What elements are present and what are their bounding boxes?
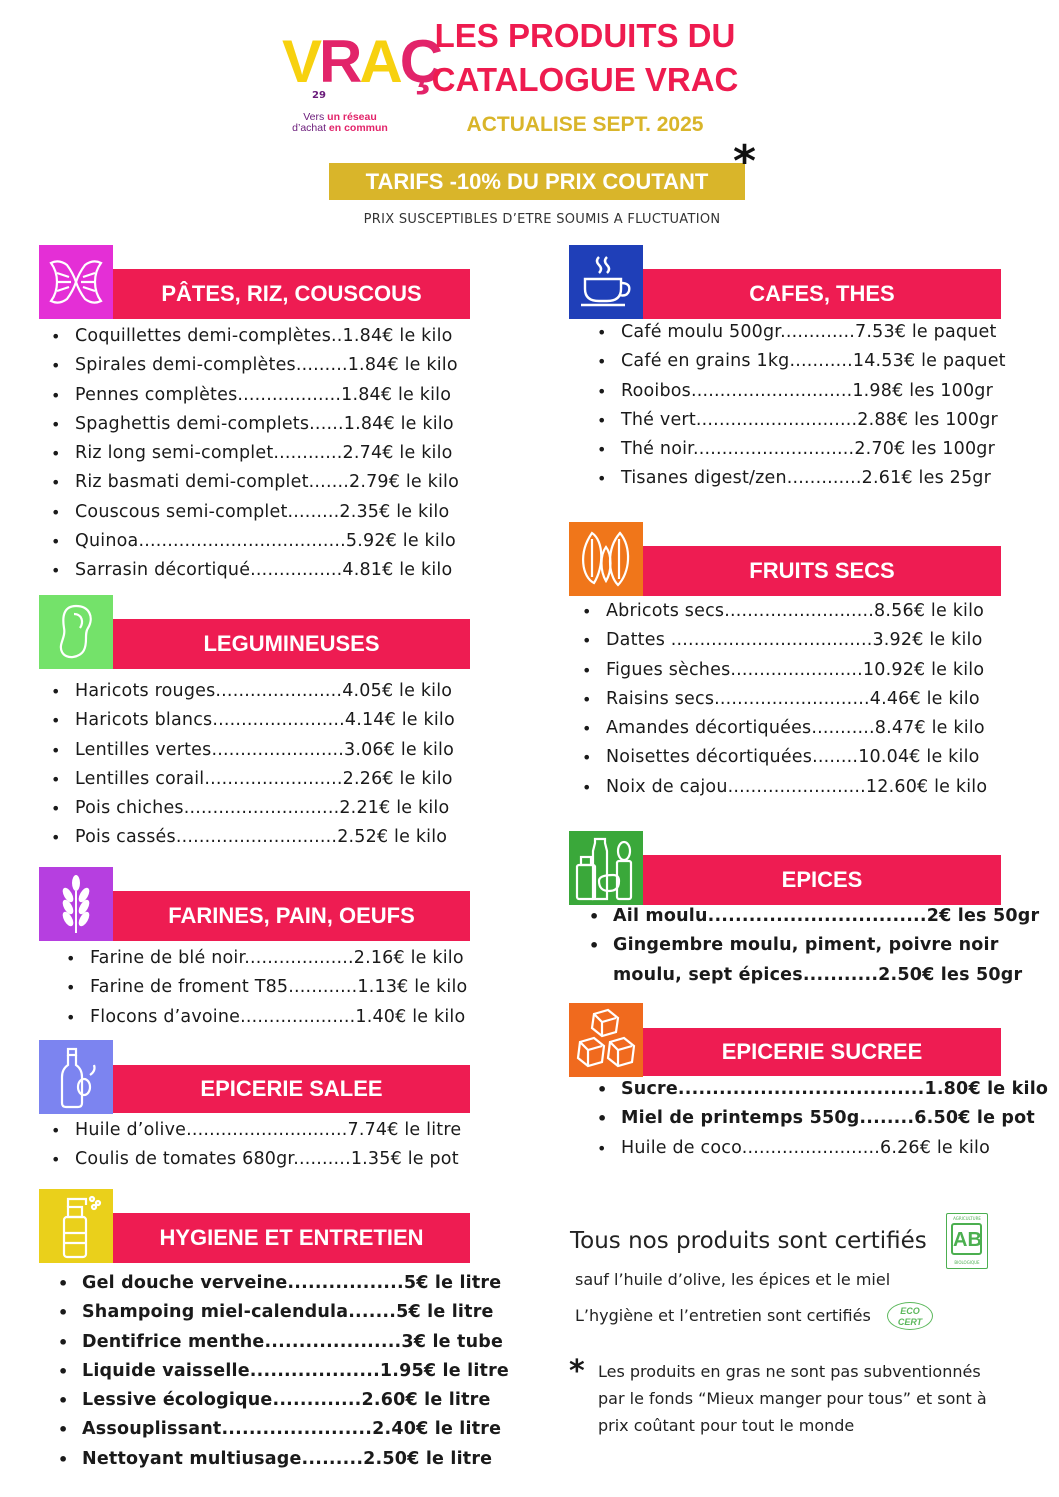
list-item: • Gel douche verveine.................5€ le litre — [82, 1269, 509, 1298]
list-item: • Noisettes décortiquées........10.04€ le kilo — [606, 743, 987, 772]
list-item: • Tisanes digest/zen.............2.61€ les 25gr — [621, 464, 1006, 493]
list-item: • Gingembre moulu, piment, poivre noir — [613, 931, 1039, 960]
list-item: • Lessive écologique.............2.60€ le litre — [82, 1386, 509, 1415]
vrac-logo — [282, 28, 441, 136]
logo-wordmark: VRAÇ — [282, 28, 441, 95]
list-item: • Pois chiches...........................2.21€ le kilo — [75, 794, 455, 823]
note-asterisk: * — [569, 1354, 585, 1389]
section-title: FARINES, PAIN, OEUFS — [113, 891, 470, 941]
list-item: • Riz basmati demi-complet.......2.79€ le kilo — [75, 468, 459, 497]
sugar-cubes-icon — [569, 1003, 643, 1077]
list-item: • Liquide vaisselle...................1.95€ le litre — [82, 1357, 509, 1386]
subsidy-note: Les produits en gras ne sont pas subventionnés par le fonds “Mieux manger pour tous” et sont à prix coûtant pour tout le monde — [598, 1362, 987, 1435]
list-item: • Ail moulu................................2€ les 50gr — [613, 902, 1039, 931]
section-title: EPICERIE SUCREE — [643, 1028, 1001, 1076]
list-item: • Assouplissant......................2.40€ le litre — [82, 1415, 509, 1444]
list-item: • Sucre....................................1.80€ le kilo — [621, 1075, 1048, 1104]
list-item: • Riz long semi-complet............2.74€ le kilo — [75, 439, 459, 468]
pasta-bow-icon — [39, 245, 113, 319]
section-title: EPICES — [643, 855, 1001, 905]
section-title: HYGIENE ET ENTRETIEN — [113, 1213, 470, 1263]
list-item: • Farine de blé noir...................2.16€ le kilo — [90, 944, 467, 973]
list-item: • Quinoa....................................5.92€ le kilo — [75, 527, 459, 556]
list-item: • Rooibos............................1.98€ les 100gr — [621, 377, 1006, 406]
list-item: • Dattes ...................................3.92€ le kilo — [606, 626, 987, 655]
list-item: • Figues sèches.......................10.92€ le kilo — [606, 656, 987, 685]
certified-exception: sauf l’huile d’olive, les épices et le miel — [575, 1270, 891, 1289]
list-item: • Spirales demi-complètes.........1.84€ le kilo — [75, 351, 459, 380]
page-title: LES PRODUITS DU CATALOGUE VRAC — [431, 17, 739, 98]
list-item: • Flocons d’avoine....................1.40€ le kilo — [90, 1003, 467, 1032]
logo-tagline: Vers un réseau d’achat en commun — [292, 111, 388, 134]
list-item: • Huile de coco........................6.26€ le kilo — [621, 1134, 1048, 1163]
spice-jars-icon — [569, 831, 643, 905]
wheat-icon — [39, 867, 113, 941]
ecocert-icon: ECO CERT — [887, 1302, 933, 1330]
list-legumineuses — [75, 677, 455, 853]
list-item: • Sarrasin décortiqué................4.81€ le kilo — [75, 556, 459, 585]
list-epices — [613, 902, 1039, 990]
list-item: • Café moulu 500gr.............7.53€ le paquet — [621, 318, 1006, 347]
list-item: • Noix de cajou........................12.60€ le kilo — [606, 773, 987, 802]
section-title: FRUITS SECS — [643, 546, 1001, 596]
list-item: • Pois cassés............................2.52€ le kilo — [75, 823, 455, 852]
list-item: • Amandes décortiquées...........8.47€ le kilo — [606, 714, 987, 743]
list-item: • Shampoing miel-calendula.......5€ le litre — [82, 1298, 509, 1327]
list-item: • Coulis de tomates 680gr..........1.35€ le pot — [75, 1145, 461, 1174]
asterisk-mark: * — [733, 136, 757, 187]
tarifs-banner: TARIFS -10% DU PRIX COUTANT — [329, 163, 745, 200]
list-item: • Café en grains 1kg...........14.53€ le paquet — [621, 347, 1006, 376]
list-item: • Thé vert............................2.88€ les 100gr — [621, 406, 1006, 435]
list-item: • Couscous semi-complet.........2.35€ le kilo — [75, 498, 459, 527]
section-title: EPICERIE SALEE — [113, 1065, 470, 1113]
almond-icon — [569, 522, 643, 596]
list-item: • Huile d’olive............................7.74€ le litre — [75, 1116, 461, 1145]
section-title: CAFES, THES — [643, 269, 1001, 319]
section-title: PÂTES, RIZ, COUSCOUS — [113, 269, 470, 319]
list-item: • Coquillettes demi-complètes..1.84€ le kilo — [75, 322, 459, 351]
list-item: • Pennes complètes..................1.84€ le kilo — [75, 381, 459, 410]
logo-number: 29 — [312, 90, 326, 101]
section-title: LEGUMINEUSES — [113, 619, 470, 669]
list-item: • Farine de froment T85............1.13€ le kilo — [90, 973, 467, 1002]
list-salee — [75, 1116, 461, 1175]
olive-oil-bottle-icon — [39, 1040, 113, 1114]
list-item: • Haricots rouges......................4.05€ le kilo — [75, 677, 455, 706]
list-item: • Haricots blancs.......................4.14€ le kilo — [75, 706, 455, 735]
list-item: • Spaghettis demi-complets......1.84€ le kilo — [75, 410, 459, 439]
list-hygiene — [82, 1269, 509, 1474]
coffee-cup-icon — [569, 245, 643, 319]
list-fruits — [606, 597, 987, 802]
fluctuation-note: PRIX SUSCEPTIBLES D’ETRE SOUMIS A FLUCTUATION — [363, 212, 721, 227]
list-sucree — [621, 1075, 1048, 1163]
list-item: • Lentilles corail........................2.26€ le kilo — [75, 765, 455, 794]
list-item: • Nettoyant multiusage.........2.50€ le litre — [82, 1445, 509, 1474]
list-farines — [90, 944, 467, 1032]
list-item: • Miel de printemps 550g........6.50€ le pot — [621, 1104, 1048, 1133]
ab-label-icon: AGRICULTURE AB BIOLOGIQUE — [946, 1213, 988, 1269]
list-item: • Abricots secs..........................8.56€ le kilo — [606, 597, 987, 626]
list-item: • Lentilles vertes.......................3.06€ le kilo — [75, 736, 455, 765]
list-pates — [75, 322, 459, 586]
list-item: • Raisins secs...........................4.46€ le kilo — [606, 685, 987, 714]
hygiene-certified: L’hygiène et l’entretien sont certifiés — [575, 1306, 871, 1325]
list-item: • Dentifrice menthe....................3€ le tube — [82, 1328, 509, 1357]
list-item: moulu, sept épices...........2.50€ les 50gr — [613, 964, 1023, 985]
list-cafes — [621, 318, 1006, 494]
certified-heading: Tous nos produits sont certifiés — [570, 1228, 927, 1254]
list-item: • Thé noir............................2.70€ les 100gr — [621, 435, 1006, 464]
spray-bottle-icon — [39, 1189, 113, 1263]
page-subtitle: ACTUALISE SEPT. 2025 — [466, 113, 704, 136]
bean-icon — [39, 595, 113, 669]
